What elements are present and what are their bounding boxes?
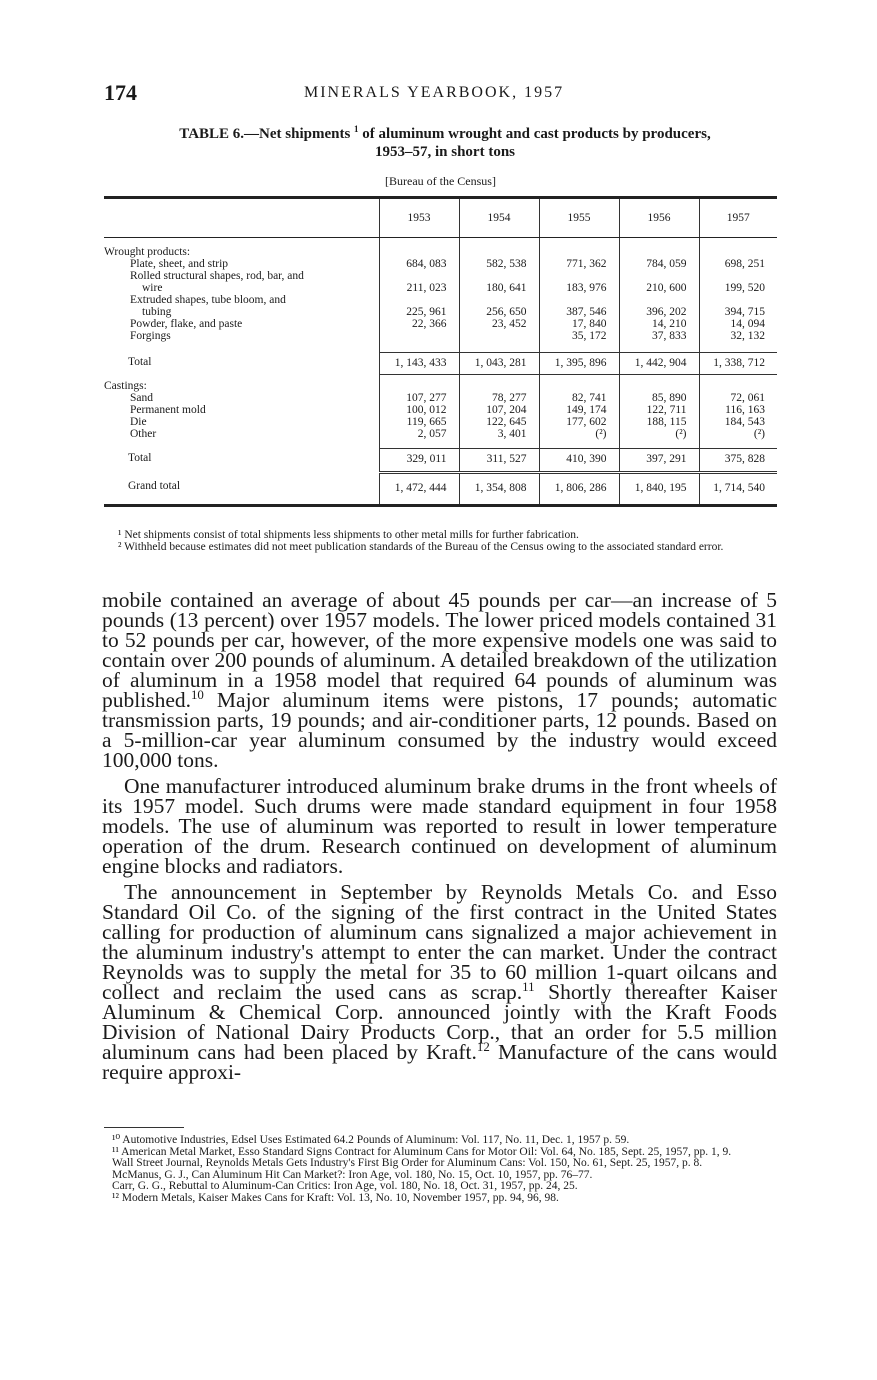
reference: Carr, G. G., Rebuttal to Aluminum-Can Critics: Iron Age, vol. 180, No. 18, Oct. 31, 1957, pp. 24, 25. — [112, 1180, 578, 1192]
footnote: ¹ Net shipments consist of total shipments less shipments to other metal mills for further fabrication. — [118, 529, 579, 541]
section-heading-row — [104, 380, 777, 392]
col-header: 1954 — [459, 198, 539, 238]
table-row: Rolled structural shapes, rod, bar, and — [104, 270, 777, 282]
total-row: Total 329, 011 311, 527 410, 390 397, 291 375, 828 — [104, 448, 777, 472]
col-header: 1953 — [379, 198, 459, 238]
reference: McManus, G. J., Can Aluminum Hit Can Market?: Iron Age, vol. 180, No. 15, Oct. 10, 1957, pp. 76–77. — [112, 1168, 593, 1181]
section-heading: Wrought products: — [104, 246, 191, 258]
table-row: Plate, sheet, and strip 684, 083 582, 538 771, 362 784, 059 698, 251 — [104, 258, 777, 270]
running-title: MINERALS YEARBOOK, 1957 — [304, 84, 565, 101]
table-row: Die 119, 665 122, 645 177, 602 188, 115 184, 543 — [104, 416, 777, 428]
footnote: ² Withheld because estimates did not meet publication standards of the Bureau of the Census owing to the associated standard error. — [118, 541, 724, 553]
grand-total-row: Grand total 1, 472, 444 1, 354, 808 1, 806, 286 1, 840, 195 1, 714, 540 — [104, 472, 777, 506]
shipments-table — [104, 196, 777, 507]
reference: ¹¹ American Metal Market, Esso Standard Signs Contract for Aluminum Cans for Motor Oil: Vol. 64, No. 185, Sept. 25, 1957, pp. 1, 9. — [112, 1145, 732, 1158]
section-heading-row — [104, 246, 777, 258]
table-caption: TABLE 6.—Net shipments $^1$ of aluminum wrought and cast products by producers, 1953–57, in short tons — [179, 124, 711, 160]
table-row: Powder, flake, and paste 22, 366 23, 452 17, 840 14, 210 14, 094 — [104, 318, 777, 330]
col-header: 1956 — [619, 198, 699, 238]
table-row: tubing 225, 961 256, 650 387, 546 396, 202 394, 715 — [104, 306, 777, 318]
table-row: Forgings 35, 172 37, 833 32, 132 — [104, 330, 777, 342]
col-header: 1957 — [699, 198, 777, 238]
page-header — [104, 80, 777, 110]
table-header-row — [104, 198, 777, 238]
table-row: Extruded shapes, tube bloom, and — [104, 294, 777, 306]
reference-footnotes — [104, 1135, 777, 1204]
col-header: 1955 — [539, 198, 619, 238]
body-text — [102, 590, 777, 1088]
table-row: wire 211, 023 180, 641 183, 976 210, 600 199, 520 — [104, 282, 777, 294]
table-row: Sand 107, 277 78, 277 82, 741 85, 890 72, 061 — [104, 392, 777, 404]
paragraph: The announcement in September by Reynolds Metals Co. and Esso Standard Oil Co. of the signing of the first contract in the United States calling for production of aluminum cans signalized a major achievement in the aluminum industry's attempt to enter the can market. Under the contract Reynolds was to supply the metal for 35 to 60 million 1-quart oilcans and collect and reclaim the used cans as scrap.$^{11}$ Shortly thereafter Kaiser Aluminum & Chemical Corp. announced jointly with the Kraft Foods Division of National Dairy Products Corp., that an order for 5.5 million aluminum cans had been placed by Kraft.$^{12}$ Manufacture of the cans would require approxi- — [102, 880, 777, 1084]
section-heading: Castings: — [104, 380, 147, 392]
table-footnotes — [104, 529, 777, 553]
reference: ¹² Modern Metals, Kaiser Makes Cans for Kraft: Vol. 13, No. 10, November 1957, pp. 94, 96, 98. — [112, 1191, 559, 1204]
page-number: 174 — [104, 80, 137, 105]
reference: Wall Street Journal, Reynolds Metals Gets Industry's First Big Order for Aluminum Cans: Vol. 150, No. 61, Sept. 25, 1957, p. 8. — [112, 1157, 703, 1169]
total-row: Total 1, 143, 433 1, 043, 281 1, 395, 896 1, 442, 904 1, 338, 712 — [104, 352, 777, 374]
table-source: [Bureau of the Census] — [385, 174, 496, 188]
footnote-rule — [104, 1127, 184, 1128]
paragraph: mobile contained an average of about 45 pounds per car—an increase of 5 pounds (13 percent) over 1957 models. The lower priced models contained 31 to 52 pounds per car, however, of the more expensive models one was said to contain over 200 pounds of aluminum. A detailed breakdown of the utilization of aluminum in a 1958 model that required 64 pounds of aluminum was published.$^{10}$ Major aluminum items were pistons, 17 pounds; automatic transmission parts, 19 pounds; and air-conditioner parts, 12 pounds. Based on a 5-million-car year aluminum consumed by the industry would exceed 100,000 tons. — [102, 588, 777, 772]
reference: ¹⁰ Automotive Industries, Edsel Uses Estimated 64.2 Pounds of Aluminum: Vol. 117, No. 11, Dec. 1, 1957 p. 59. — [112, 1134, 630, 1146]
table-row: Permanent mold 100, 012 107, 204 149, 174 122, 711 116, 163 — [104, 404, 777, 416]
paragraph: One manufacturer introduced aluminum brake drums in the front wheels of its 1957 model. Such drums were made standard equipment in four 1958 models. The use of aluminum was reported to result in lower temperature operation of the drum. Research continued on development of aluminum engine blocks and radiators. — [102, 774, 777, 878]
table-row: Other 2, 057 3, 401 (²) (²) (²) — [104, 428, 777, 440]
